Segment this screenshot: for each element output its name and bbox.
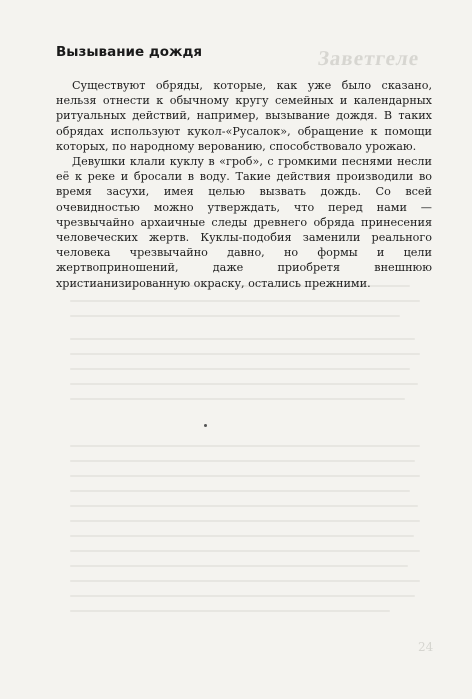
show-through-line — [70, 490, 410, 492]
show-through-line — [70, 535, 414, 537]
show-through-text: Заветгеле — [316, 46, 422, 70]
show-through-line — [70, 353, 420, 355]
show-through-line — [70, 368, 410, 370]
show-through-line — [70, 610, 390, 612]
show-through-line — [70, 383, 418, 385]
show-through-line — [70, 315, 400, 317]
paragraph: Девушки клали куклу в «гроб», с громкими песнями несли её к реке и бросали в воду. Такие действия производили во время засухи, имея целью вызвать дождь. Со всей очевидностью можно утверждать, что перед нами — чрезвычайно архаичные следы древнего обряда принесения человеческих жертв. Куклы-подобия заменили реального человека чрезвычайно давно, но формы и цели жертвоприношений, даже приобретя внешнюю христианизированную окраску, остались прежними. — [56, 155, 432, 290]
show-through-line — [70, 475, 420, 477]
show-through-line — [70, 580, 420, 582]
show-through-line — [70, 595, 415, 597]
show-through-line — [70, 300, 420, 302]
show-through-line — [70, 550, 420, 552]
paragraph: Существуют обряды, которые, как уже было сказано, нельзя отнести к обычному кругу семейных и календарных ритуальных действий, например, вызывание дождя. В таких обрядах используют кукол-«Русалок», обращение к помощи которых, по народному верованию, способствовало урожаю. — [56, 79, 432, 153]
show-through-line — [70, 505, 418, 507]
section-heading: Вызывание дождя — [56, 44, 203, 60]
show-through-line — [70, 445, 420, 447]
show-through-line — [70, 338, 415, 340]
show-through-line — [70, 520, 420, 522]
show-through-line — [70, 460, 415, 462]
show-through-page-number: 24 — [418, 640, 434, 654]
page-content — [56, 44, 432, 291]
show-through-line — [70, 565, 408, 567]
print-speck — [204, 424, 207, 427]
show-through-line — [70, 398, 405, 400]
